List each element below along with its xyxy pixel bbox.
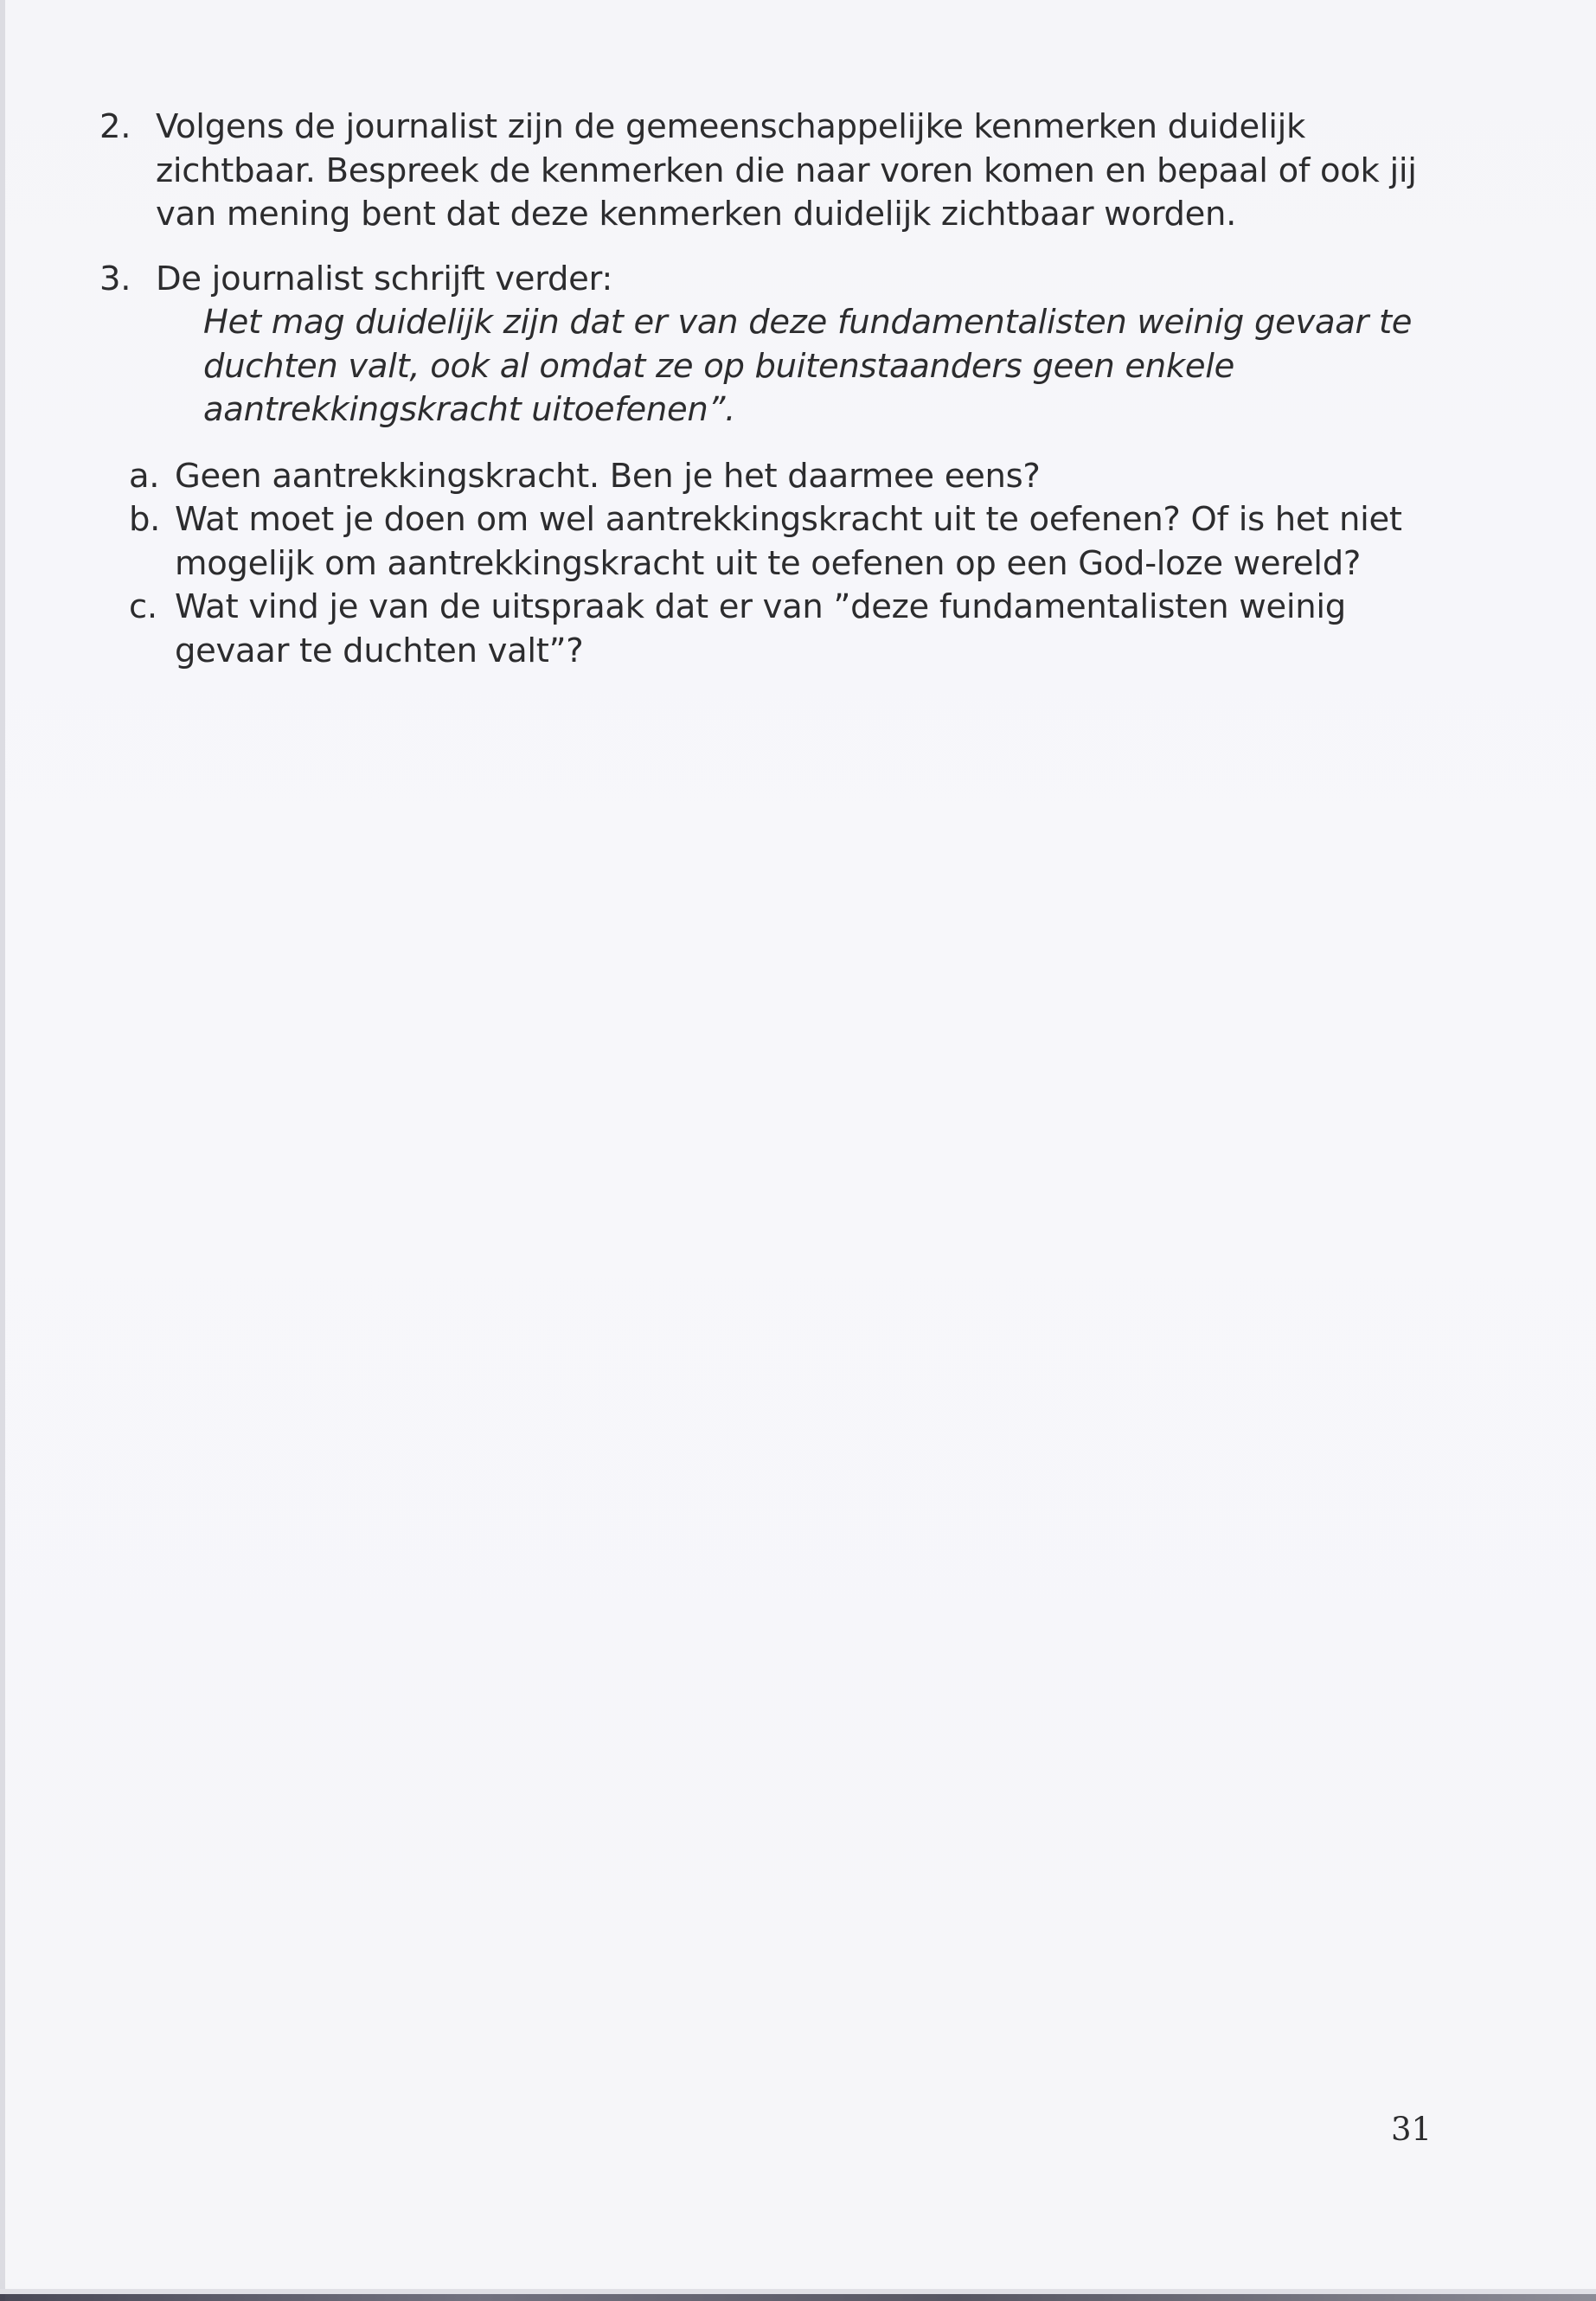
sub-question-b (129, 498, 1449, 586)
page-number: 31 (1391, 2111, 1433, 2148)
question-3 (99, 258, 1449, 433)
sub-question-a (129, 455, 1449, 499)
page-left-edge (0, 0, 5, 2301)
document-content (99, 106, 1449, 673)
question-number: 2. (99, 107, 131, 146)
sub-question-letter: c. (129, 587, 157, 626)
journalist-quote: Het mag duidelijk zijn dat er van deze fundamentalisten weinig gevaar te duchten valt, ook al omdat ze op buitenstaanders geen enkele aantrekkingskracht uitoefenen”. (203, 303, 1413, 429)
sub-question-letter: b. (129, 500, 161, 539)
sub-question-text: Wat vind je van de uitspraak dat er van ”deze fundamentalisten weinig gevaar te duchten valt”? (175, 587, 1346, 670)
question-text: Volgens de journalist zijn de gemeenschappelijke kenmerken duidelijk zichtbaar. Bespreek de kenmerken die naar voren komen en bepaal of ook jij van mening bent dat deze kenmerken duidelijk zichtbaar worden. (156, 107, 1417, 234)
sub-question-text: Geen aantrekkingskracht. Ben je het daarmee eens? (175, 456, 1041, 496)
question-2 (99, 106, 1449, 237)
sub-questions (99, 455, 1449, 674)
sub-question-letter: a. (129, 456, 160, 496)
sub-question-c (129, 586, 1449, 673)
sub-question-text: Wat moet je doen om wel aantrekkingskracht uit te oefenen? Of is het niet mogelijk om aantrekkingskracht uit te oefenen op een God-loze wereld? (175, 500, 1402, 583)
question-number: 3. (99, 259, 131, 298)
question-intro: De journalist schrijft verder: (156, 259, 613, 298)
page-bottom-edge (0, 2294, 1596, 2301)
